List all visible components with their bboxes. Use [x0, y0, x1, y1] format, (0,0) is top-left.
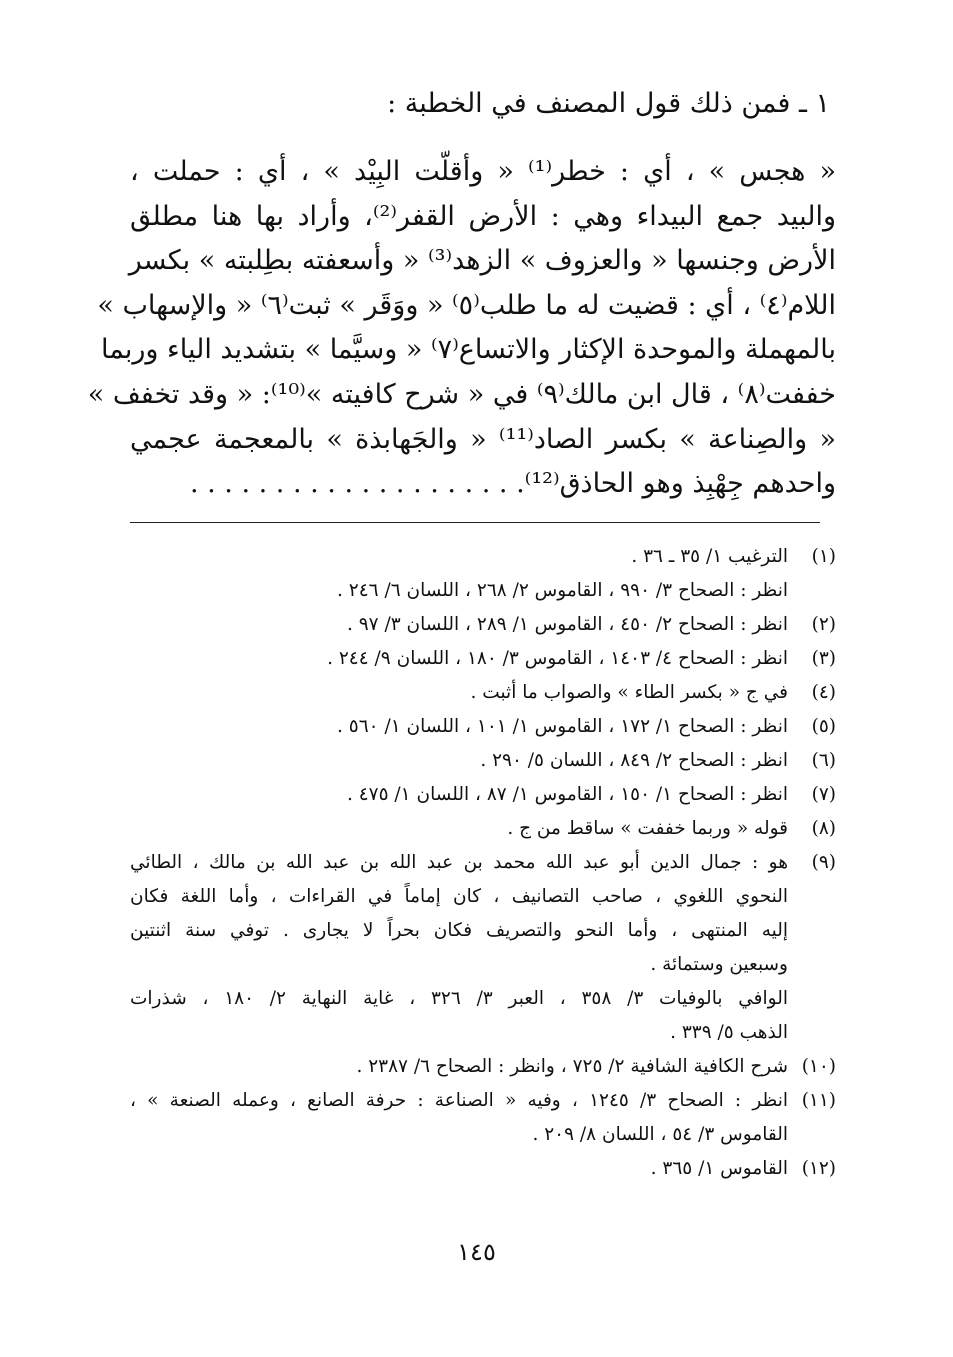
footnotes — [130, 540, 836, 1186]
footnote-line: انظر : الصحاح ٣/ ٩٩٠ ، القاموس ٢/ ٢٦٨ ، اللسان ٦/ ٢٤٦ . — [337, 580, 788, 601]
footnote-line: الوافي بالوفيات ٣/ ٣٥٨ ، العبر ٣/ ٣٢٦ ، غاية النهاية ٢/ ١٨٠ ، شذرات — [130, 988, 788, 1009]
footnote-line: قوله « وربما خففت » ساقط من ج . — [507, 818, 788, 839]
main-text-line: بالمهملة والموحدة الإكثار والاتساع⁽٧⁾ « وسيَّما » بتشديد الياء وربما — [101, 334, 836, 366]
footnote-item — [130, 608, 836, 642]
footnote-line: انظر : الصحاح ٤/ ١٤٠٣ ، القاموس ٣/ ١٨٠ ، اللسان ٩/ ٢٤٤ . — [327, 648, 788, 669]
footnote-item — [130, 846, 836, 1050]
footnote-line: في ج « بكسر الطاء » والصواب ما أثبت . — [470, 682, 788, 703]
footnote-line: القاموس ١/ ٣٦٥ . — [650, 1158, 788, 1179]
footnote-separator — [130, 522, 820, 523]
footnote-number: (٤) — [811, 682, 836, 703]
section-heading: ١ ـ فمن ذلك قول المصنف في الخطبة : — [387, 88, 830, 119]
footnote-line: انظر : الصحاح ١/ ١٥٠ ، القاموس ١/ ٨٧ ، اللسان ١/ ٤٧٥ . — [346, 784, 788, 805]
footnote-line: وسبعين وستمائة . — [650, 954, 788, 975]
footnote-line: انظر : الصحاح ٢/ ٨٤٩ ، اللسان ٥/ ٢٩٠ . — [480, 750, 788, 771]
footnote-line: انظر : الصحاح ٢/ ٤٥٠ ، القاموس ١/ ٢٨٩ ، اللسان ٣/ ٩٧ . — [346, 614, 788, 635]
footnote-item — [130, 1050, 836, 1084]
footnote-line: النحوي اللغوي ، صاحب التصانيف ، كان إماماً في القراءات ، وأما اللغة فكان — [130, 886, 788, 907]
main-text — [87, 150, 836, 507]
footnote-number: (١٠) — [801, 1056, 836, 1077]
footnote-line: الترغيب ١/ ٣٥ ـ ٣٦ . — [631, 546, 788, 567]
main-text-line: « والصِناعة » بكسر الصاد⁽¹¹⁾ « والجَهابذة » بالمعجمة عجمي — [130, 423, 836, 455]
footnote-number: (٣) — [811, 648, 836, 669]
main-text-line: واحدهم جِهْبِذ وهو الحاذق⁽¹²⁾. . . . . . . . . . . . . . . . . . . . — [189, 468, 836, 500]
footnote-number: (٢) — [811, 614, 836, 635]
footnote-number: (١١) — [801, 1090, 836, 1111]
footnote-number: (١٢) — [801, 1158, 836, 1179]
footnote-item — [130, 676, 836, 710]
footnote-line: هو : جمال الدين أبو عبد الله محمد بن عبد الله بن عبد الله بن مالك ، الطائي — [130, 852, 788, 873]
footnote-line: انظر : الصحاح ٣/ ١٢٤٥ ، وفيه « الصناعة : حرفة الصانع ، وعمله الصنعة » ، — [130, 1090, 789, 1111]
footnote-number: (٩) — [811, 852, 836, 873]
main-text-line: اللام⁽٤⁾ ، أي : قضيت له ما طلب⁽٥⁾ « ووَقَر » ثبت⁽٦⁾ « والإسهاب » — [97, 289, 836, 321]
main-text-line: الأرض وجنسها « والعزوف » الزهد⁽³⁾ « وأسعفته بطِلبته » بكسر — [128, 245, 836, 277]
main-text-line: والبيد جمع البيداء وهي : الأرض القفر⁽²⁾، وأراد بها هنا مطلق — [130, 200, 836, 232]
main-text-line: خففت⁽٨⁾ ، قال ابن مالك⁽٩⁾ في « شرح كافيته »⁽¹⁰⁾: « وقد تخفف » — [87, 378, 836, 410]
main-text-line: « هجس » ، أي : خطر⁽¹⁾ « وأقلّت البِيْد » ، أي : حملت ، — [130, 156, 836, 187]
footnote-line: شرح الكافية الشافية ٢/ ٧٢٥ ، وانظر : الصحاح ٦/ ٢٣٨٧ . — [356, 1056, 788, 1077]
footnote-item — [130, 1084, 836, 1152]
footnote-number: (٨) — [811, 818, 836, 839]
footnote-item — [130, 540, 836, 608]
footnote-item — [130, 744, 836, 778]
footnote-item — [130, 812, 836, 846]
footnote-line: القاموس ٣/ ٥٤ ، اللسان ٨/ ٢٠٩ . — [532, 1124, 788, 1145]
footnote-number: (٧) — [811, 784, 836, 805]
footnote-item — [130, 1152, 836, 1186]
footnote-number: (١) — [811, 546, 836, 567]
footnote-number: (٥) — [811, 716, 836, 737]
footnote-number: (٦) — [811, 750, 836, 771]
footnote-line: الذهب ٥/ ٣٣٩ . — [670, 1022, 788, 1043]
footnote-item — [130, 642, 836, 676]
footnote-line: انظر : الصحاح ١/ ١٧٢ ، القاموس ١/ ١٠١ ، اللسان ١/ ٥٦٠ . — [337, 716, 788, 737]
footnote-item — [130, 710, 836, 744]
footnote-item — [130, 778, 836, 812]
footnote-line: إليه المنتهى ، وأما النحو والتصريف فكان بحراً لا يجارى . توفي سنة اثنتين — [130, 920, 788, 941]
page-number: ١٤٥ — [457, 1238, 496, 1266]
